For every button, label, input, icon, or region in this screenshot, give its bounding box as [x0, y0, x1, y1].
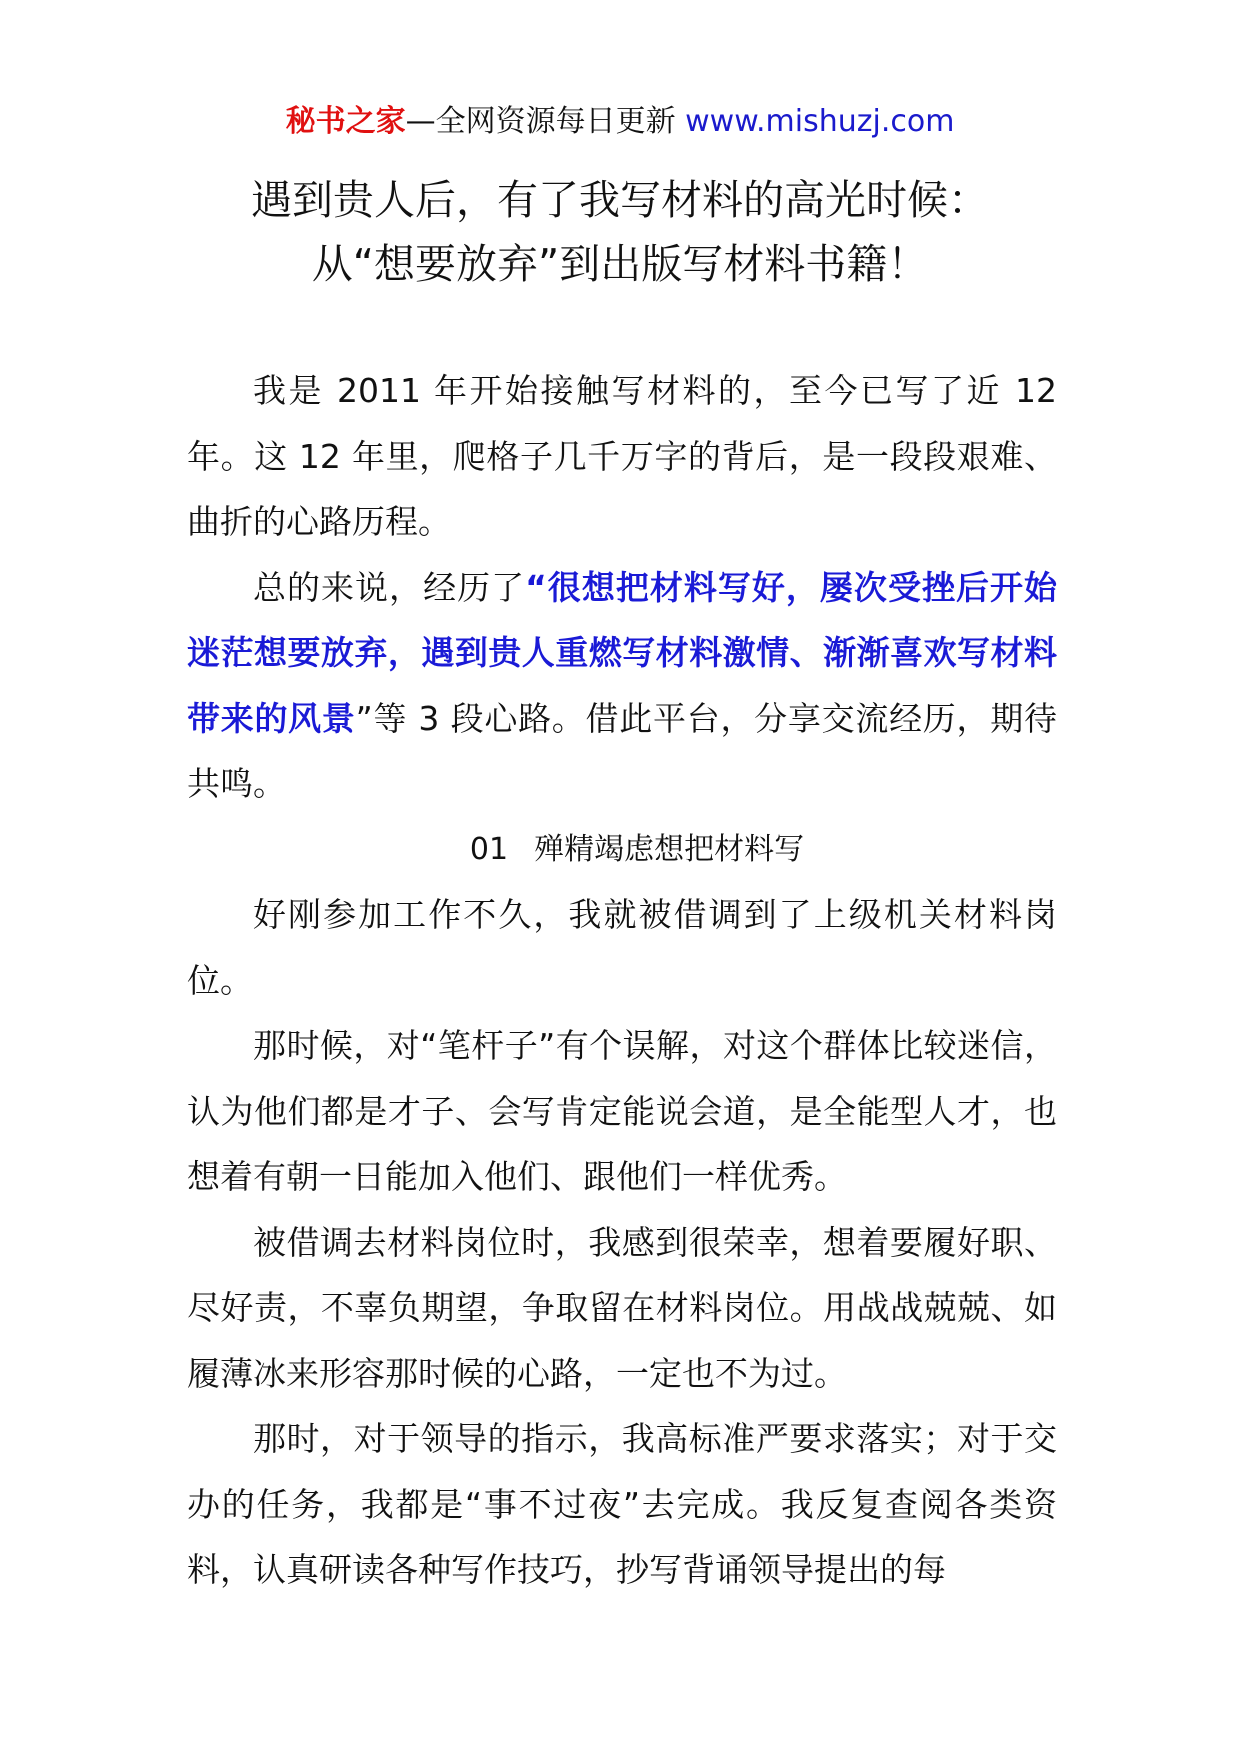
paragraph-2-lead: 总的来说，经历了: [253, 567, 526, 607]
paragraph-2: [187, 555, 1057, 817]
paragraph-5: 被借调去材料岗位时，我感到很荣幸，想着要履好职、尽好责，不辜负期望，争取留在材料岗位。用战战兢兢、如履薄冰来形容那时候的心路，一定也不为过。: [187, 1222, 1057, 1393]
paragraph-3: 好刚参加工作不久，我就被借调到了上级机关材料岗位。: [187, 895, 1057, 1000]
paragraph-2-tail: ”等 3 段心路。借此平台，分享交流经历，期待共鸣。: [187, 698, 1057, 803]
site-url-link[interactable]: www.mishuzj.com: [685, 104, 955, 139]
section-number: 01: [469, 831, 509, 867]
article-body: [187, 358, 1057, 1603]
site-header: [0, 100, 1240, 144]
article-title: [0, 168, 1240, 296]
brand-name: 秘书之家: [285, 104, 406, 139]
section-title: 殚精竭虑想把材料写: [534, 831, 805, 867]
header-tagline: —全网资源每日更新: [405, 104, 676, 139]
title-line-1: 遇到贵人后，有了我写材料的高光时候：: [251, 176, 989, 224]
paragraph-1: 我是 2011 年开始接触写材料的，至今已写了近 12 年。这 12 年里，爬格子几千万字的背后，是一段段艰难、曲折的心路历程。: [187, 371, 1057, 541]
title-line-2: 从“想要放弃”到出版写材料书籍！: [311, 240, 929, 288]
section-heading-01: [187, 817, 1057, 883]
paragraph-2-emphasis: “很想把材料写好，屡次受挫后开始迷茫想要放弃，遇到贵人重燃写材料激情、渐渐喜欢写材料带来的风景: [187, 567, 1057, 738]
paragraph-6: 那时，对于领导的指示，我高标准严要求落实；对于交办的任务，我都是“事不过夜”去完成。我反复查阅各类资料，认真研读各种写作技巧，抄写背诵领导提出的每: [187, 1419, 1057, 1589]
paragraph-4: 那时候，对“笔杆子”有个误解，对这个群体比较迷信，认为他们都是才子、会写肯定能说会道，是全能型人才，也想着有朝一日能加入他们、跟他们一样优秀。: [187, 1026, 1057, 1196]
